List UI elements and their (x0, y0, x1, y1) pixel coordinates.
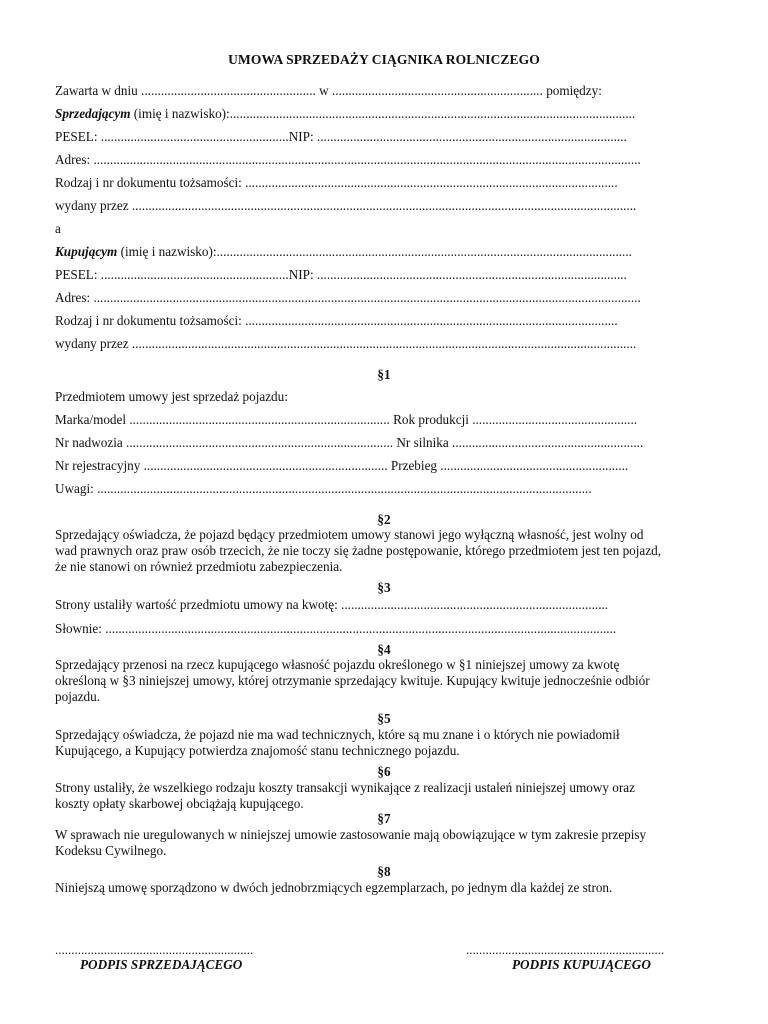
section-7-heading: §7 (377, 811, 391, 826)
section-4-line-2: określoną w §3 niniejszej umowy, której otrzymanie sprzedający kwituje. Kupujący kwituje jednocześnie odbiór (55, 673, 650, 688)
seller-issued-by-line: wydany przez ......................................................................................................................................................... (55, 198, 637, 213)
vehicle-registration-mileage-line: Nr rejestracyjny .......................................................................... Przebieg ......................................................... (55, 458, 629, 473)
buyer-id-document-line: Rodzaj i nr dokumentu tożsamości: ................................................................................................................. (55, 313, 618, 328)
seller-id-document-line: Rodzaj i nr dokumentu tożsamości: ................................................................................................................. (55, 175, 618, 190)
section-7-line-2: Kodeksu Cywilnego. (55, 843, 167, 858)
buyer-name-field: (imię i nazwisko):.............................................................................................................................. (117, 244, 632, 259)
section-8-line-1: Niniejszą umowę sporządzono w dwóch jednobrzmiących egzemplarzach, po jednym dla każdej ze stron. (55, 880, 613, 895)
buyer-label: Kupującym (55, 244, 118, 259)
section-5-heading: §5 (377, 711, 391, 726)
section-1-heading: §1 (377, 367, 391, 382)
seller-name-line (55, 106, 635, 122)
document-title: UMOWA SPRZEDAŻY CIĄGNIKA ROLNICZEGO (228, 52, 540, 67)
section-2-line-3: że nie stanowi on również przedmiotu zabezpieczenia. (55, 559, 343, 574)
section-3-heading: §3 (377, 580, 391, 595)
buyer-name-line (55, 244, 632, 260)
conjunction-a: a (55, 221, 61, 236)
section-6-line-1: Strony ustaliły, że wszelkiego rodzaju koszty transakcji wynikające z realizacji ustaleń niniejszej umowy oraz (55, 780, 635, 795)
section-8-heading: §8 (377, 864, 391, 879)
vehicle-make-model-line: Marka/model ............................................................................... Rok produkcji .................................................. (55, 412, 638, 427)
section-2-heading: §2 (377, 512, 391, 527)
section-7-line-1: W sprawach nie uregulowanych w niniejszej umowie zastosowanie mają obowiązujące w tym zakresie przepisy (55, 827, 647, 842)
section-6-heading: §6 (377, 764, 391, 779)
section-2-line-2: wad prawnych oraz praw osób trzecich, że nie toczy się żadne postępowanie, którego przedmiotem jest ten pojazd, (55, 543, 662, 558)
section-1-intro: Przedmiotem umowy jest sprzedaż pojazdu: (55, 389, 288, 404)
price-amount-line: Strony ustaliły wartość przedmiotu umowy na kwotę: ................................................................................. (55, 597, 609, 612)
section-2-line-1: Sprzedający oświadcza, że pojazd będący przedmiotem umowy stanowi jego wyłączną własność, jest wolny od (55, 527, 644, 542)
vehicle-body-engine-line: Nr nadwozia ................................................................................. Nr silnika .......................................................... (55, 435, 644, 450)
buyer-signature-line: ............................................................. (466, 942, 665, 957)
seller-label: Sprzedającym (55, 106, 131, 121)
buyer-issued-by-line: wydany przez ......................................................................................................................................................... (55, 336, 637, 351)
section-6-line-2: koszty opłaty skarbowej obciążają kupującego. (55, 796, 304, 811)
seller-pesel-nip-line: PESEL: .........................................................NIP: .............................................................................................. (55, 129, 627, 144)
vehicle-remarks-line: Uwagi: ...................................................................................................................................................... (55, 481, 592, 496)
contract-date-place-line: Zawarta w dniu ..................................................... w ................................................................ pomiędzy: (55, 83, 602, 98)
section-5-line-2: Kupującego, a Kupujący potwierdza znajomość stanu technicznego pojazdu. (55, 743, 460, 758)
price-in-words-line: Słownie: ........................................................................................................................................................... (55, 621, 617, 636)
buyer-signature-label: PODPIS KUPUJĄCEGO (512, 957, 651, 972)
buyer-address-line: Adres: ...................................................................................................................................................................... (55, 290, 641, 305)
seller-address-line: Adres: ...................................................................................................................................................................... (55, 152, 641, 167)
seller-signature-line: ............................................................. (55, 942, 254, 957)
buyer-pesel-nip-line: PESEL: .........................................................NIP: .............................................................................................. (55, 267, 627, 282)
section-4-line-3: pojazdu. (55, 689, 101, 704)
seller-name-field: (imię i nazwisko):........................................................................................................................... (130, 106, 636, 121)
seller-signature-label: PODPIS SPRZEDAJĄCEGO (80, 957, 243, 972)
section-5-line-1: Sprzedający oświadcza, że pojazd nie ma wad technicznych, które są mu znane i o których nie powiadomił (55, 727, 620, 742)
section-4-heading: §4 (377, 642, 391, 657)
section-4-line-1: Sprzedający przenosi na rzecz kupującego własność pojazdu określonego w §1 niniejszej umowy za kwotę (55, 657, 620, 672)
